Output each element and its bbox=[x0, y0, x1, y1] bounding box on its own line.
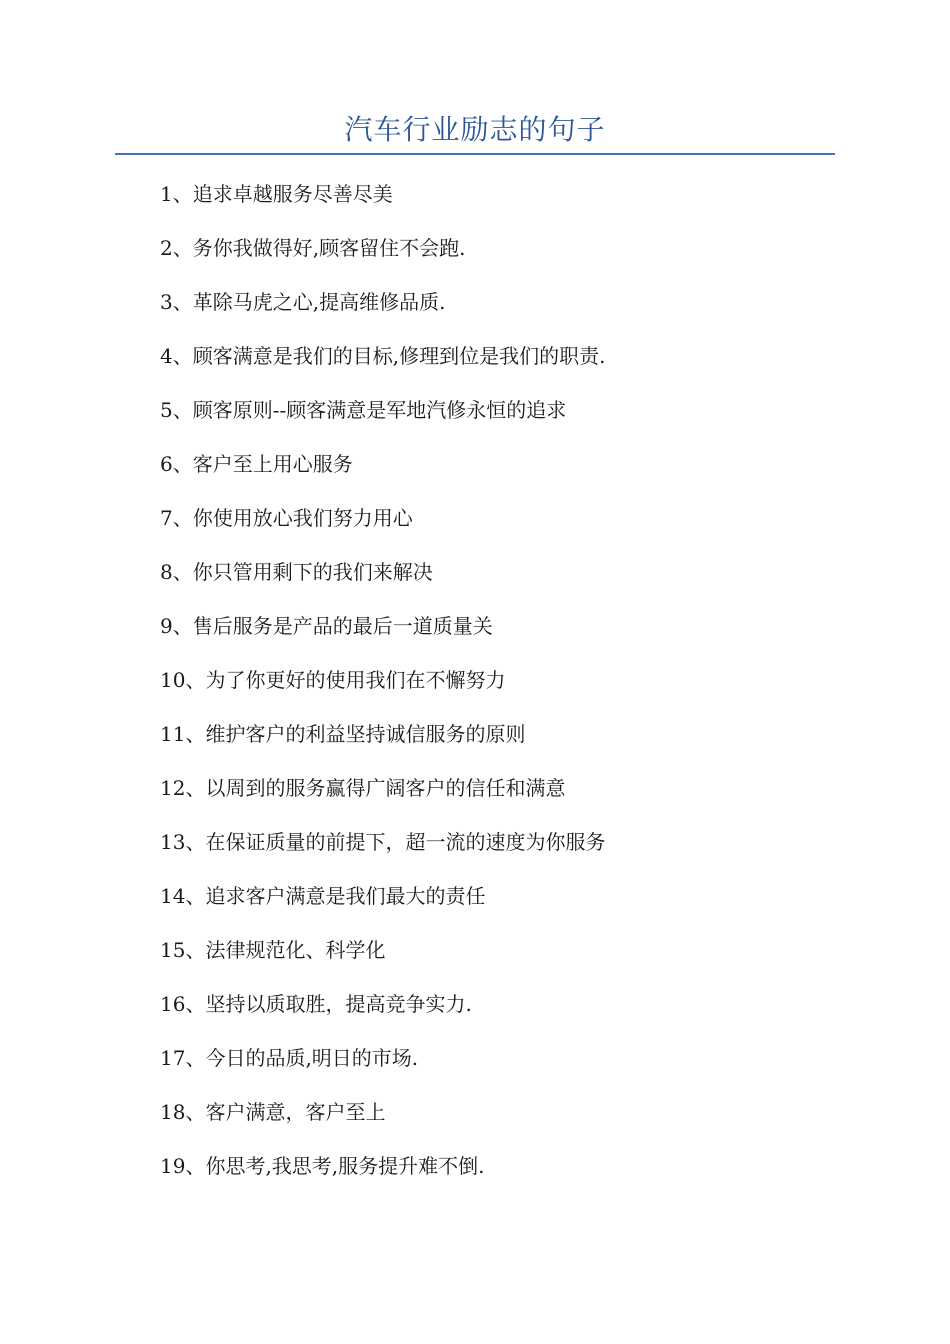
list-item: 18、客户满意，客户至上 bbox=[160, 1100, 386, 1124]
list-item: 3、革除马虎之心,提高维修品质. bbox=[160, 290, 446, 314]
list-item: 7、你使用放心我们努力用心 bbox=[160, 506, 413, 530]
list-item: 4、顾客满意是我们的目标,修理到位是我们的职责. bbox=[160, 344, 606, 368]
list-item: 5、顾客原则--顾客满意是军地汽修永恒的追求 bbox=[160, 398, 567, 422]
list-item: 16、坚持以质取胜，提高竞争实力. bbox=[160, 992, 472, 1016]
list-item: 14、追求客户满意是我们最大的责任 bbox=[160, 884, 486, 908]
list-item: 15、法律规范化、科学化 bbox=[160, 938, 386, 962]
list-item: 1、追求卓越服务尽善尽美 bbox=[160, 182, 393, 206]
slogan-list bbox=[160, 175, 605, 1201]
list-item: 9、售后服务是产品的最后一道质量关 bbox=[160, 614, 493, 638]
list-item: 8、你只管用剩下的我们来解决 bbox=[160, 560, 433, 584]
list-item: 13、在保证质量的前提下，超一流的速度为你服务 bbox=[160, 830, 606, 854]
list-item: 2、务你我做得好,顾客留住不会跑. bbox=[160, 236, 466, 260]
list-item: 19、你思考,我思考,服务提升难不倒. bbox=[160, 1154, 485, 1178]
list-item: 6、客户至上用心服务 bbox=[160, 452, 353, 476]
list-item: 10、为了你更好的使用我们在不懈努力 bbox=[160, 668, 506, 692]
title-underline bbox=[115, 153, 835, 155]
list-item: 11、维护客户的利益坚持诚信服务的原则 bbox=[160, 722, 526, 746]
document-title: 汽车行业励志的句子 bbox=[344, 113, 606, 146]
list-item: 12、以周到的服务赢得广阔客户的信任和满意 bbox=[160, 776, 566, 800]
list-item: 17、今日的品质,明日的市场. bbox=[160, 1046, 419, 1070]
